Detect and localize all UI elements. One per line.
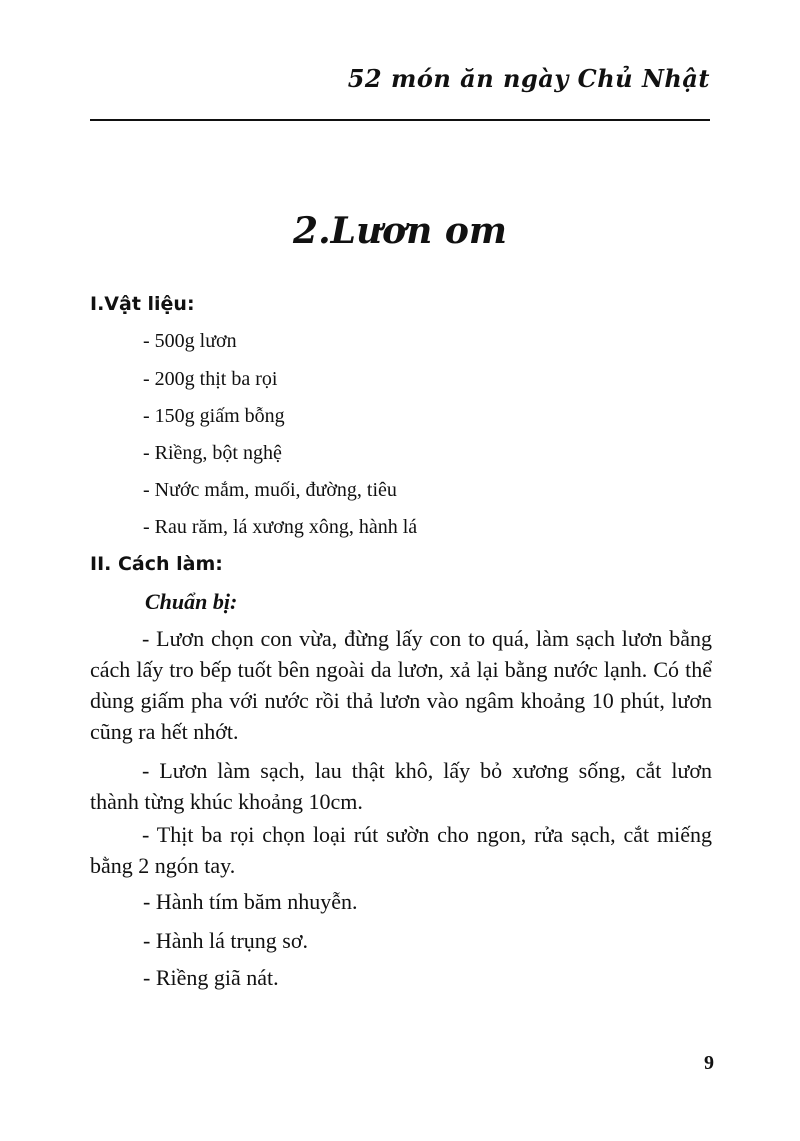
method-heading: II. Cách làm: (90, 553, 223, 575)
ingredient-item: - Rau răm, lá xương xông, hành lá (143, 516, 418, 538)
preparation-paragraph: - Lươn làm sạch, lau thật khô, lấy bỏ xương sống, cắt lươn thành từng khúc khoảng 10cm. (90, 758, 712, 814)
ingredients-heading: I.Vật liệu: (90, 293, 195, 315)
ingredient-item: - 500g lươn (143, 330, 237, 352)
ingredient-item: - Nước mắm, muối, đường, tiêu (143, 479, 397, 501)
preparation-paragraph: - Thịt ba rọi chọn loại rút sườn cho ngon, rửa sạch, cắt miếng bằng 2 ngón tay. (90, 822, 712, 878)
header-rule (90, 119, 710, 121)
preparation-subheading: Chuẩn bị: (145, 589, 238, 614)
ingredient-item: - Riềng, bột nghệ (143, 442, 282, 464)
page-number: 9 (704, 1052, 714, 1074)
preparation-paragraph: - Lươn chọn con vừa, đừng lấy con to quá, làm sạch lươn bằng cách lấy tro bếp tuốt bên ngoài da lươn, xả lại bằng nước lạnh. Có thể dùng giấm pha với nước rồi thả lươn vào ngâm khoảng 10 phút, lươn cũng ra hết nhớt. (90, 626, 712, 744)
ingredient-item: - 200g thịt ba rọi (143, 368, 278, 390)
ingredient-item: - 150g giấm bỗng (143, 405, 285, 427)
preparation-line: - Hành tím băm nhuyễn. (143, 889, 358, 914)
running-head: 52 món ăn ngày Chủ Nhật (347, 64, 710, 93)
preparation-line: - Riềng giã nát. (143, 965, 279, 990)
preparation-line: - Hành lá trụng sơ. (143, 928, 308, 953)
recipe-title: 2.Lươn om (293, 210, 507, 252)
